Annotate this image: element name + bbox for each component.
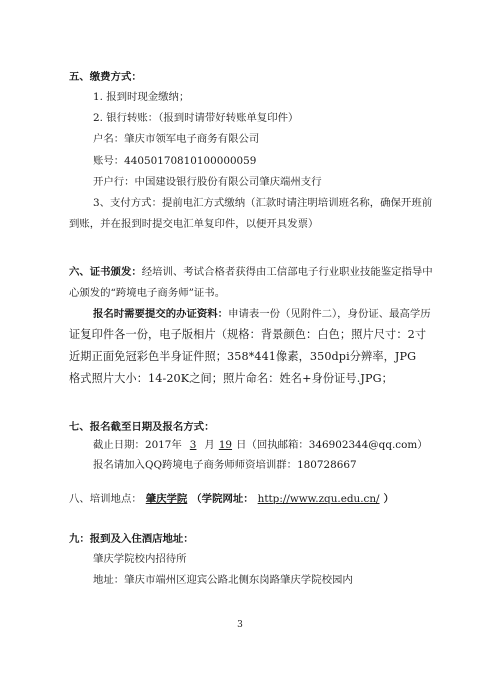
materials-heading: 报名时需要提交的办证资料： <box>93 308 229 320</box>
section-7-heading: 七、报名截至日期及报名方式： <box>69 421 215 433</box>
site-label: （学院网址： <box>191 493 254 505</box>
materials-text: 申请表一份（见附件二），身份证、最高学历 <box>228 308 431 320</box>
account-name: 户名：肇庆市领军电子商务有限公司 <box>93 133 260 145</box>
materials-line-4: 格式照片大小：14-20K之间；照片命名：姓名+身份证号.JPG； <box>69 372 393 385</box>
materials-line-3: 近期正面免冠彩色半身证件照；358*441像素，350dpi分辨率，JPG <box>69 350 417 363</box>
payment-item-2: 2. 银行转账：（报到时请带好转账单复印件） <box>93 112 299 124</box>
hotel-name: 肇庆学院校内招待所 <box>93 553 187 565</box>
section-6-line-1 <box>69 265 433 279</box>
deadline-month-suffix: 月 <box>204 439 215 451</box>
payment-item-3-line-1: 3、支付方式：提前电汇方式缴纳（汇款时请注明培训班名称，确保开班前 <box>93 197 433 209</box>
site-close: ） <box>383 493 394 505</box>
payment-item-1: 1. 报到时现金缴纳； <box>93 91 190 103</box>
site-url-link[interactable]: http://www.zqu.edu.cn/ <box>257 493 380 505</box>
deadline-line <box>93 438 428 452</box>
payment-item-3-line-2: 到账，并在报到时提交电汇单复印件，以便开具发票） <box>69 218 319 230</box>
materials-line-1 <box>93 307 431 321</box>
deadline-day-suffix: 日（回执邮箱：346902344@qq.com） <box>236 439 428 451</box>
section-6-line-2: 心颁发的“跨境电子商务师”证书。 <box>69 287 226 299</box>
section-5-heading: 五、缴费方式： <box>69 71 142 83</box>
section-6-heading: 六、证书颁发： <box>69 266 142 278</box>
section-8-line <box>69 492 394 506</box>
account-number: 账号：44050170810100000059 <box>93 155 257 167</box>
materials-line-2: 证复印件各一份，电子版相片（规格：背景颜色：白色；照片尺寸：2寸 <box>69 328 427 341</box>
page-number: 3 <box>237 620 243 630</box>
training-place: 肇庆学院 <box>145 493 188 505</box>
section-8-heading: 八、培训地点： <box>69 493 142 505</box>
qq-group-line: 报名请加入QQ跨境电子商务师师资培训群：180728667 <box>93 459 357 471</box>
bank-name: 开户行：中国建设银行股份有限公司肇庆端州支行 <box>93 176 322 188</box>
section-9-heading: 九：报到及入住酒店地址： <box>69 533 194 545</box>
section-6-text: 经培训、考试合格者获得由工信部电子行业职业技能鉴定指导中 <box>141 266 433 278</box>
hotel-address: 地址：肇庆市端州区迎宾公路北侧东岗路肇庆学院校园内 <box>93 574 353 586</box>
deadline-month: 3 <box>189 439 197 451</box>
deadline-day: 19 <box>218 439 233 451</box>
deadline-prefix: 截止日期：2017年 <box>93 439 182 451</box>
